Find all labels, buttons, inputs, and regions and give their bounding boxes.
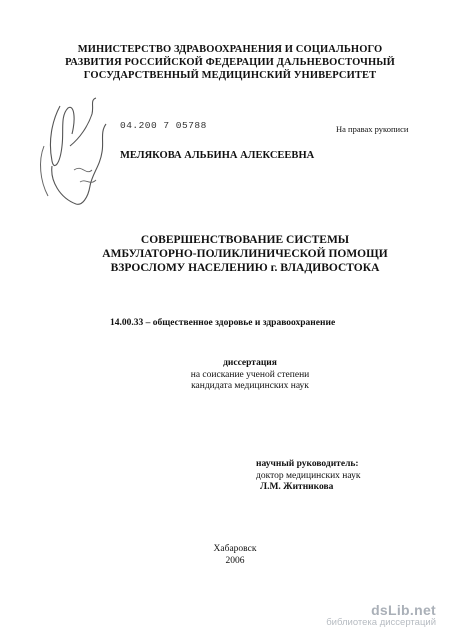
supervisor-label: научный руководитель: bbox=[256, 459, 359, 469]
watermark-logo: dsLib.net bbox=[371, 602, 436, 618]
dissertation-title bbox=[80, 233, 410, 275]
title-line-2: АМБУЛАТОРНО-ПОЛИКЛИНИЧЕСКОЙ ПОМОЩИ bbox=[102, 248, 388, 260]
author-name: МЕЛЯКОВА АЛЬБИНА АЛЕКСЕЕВНА bbox=[120, 150, 315, 161]
supervisor-block bbox=[256, 459, 360, 494]
dissertation-label: диссертация bbox=[223, 358, 277, 368]
dissertation-block bbox=[150, 358, 350, 393]
ministry-header bbox=[60, 43, 400, 82]
supervisor-degree: доктор медицинских наук bbox=[256, 470, 361, 481]
degree-line-1: на соискание ученой степени bbox=[190, 369, 310, 380]
registration-number: 04.200 7 05788 bbox=[120, 120, 207, 131]
handwritten-signature bbox=[30, 86, 120, 216]
title-line-3: ВЗРОСЛОМУ НАСЕЛЕНИЮ г. ВЛАДИВОСТОКА bbox=[110, 262, 380, 274]
supervisor-name: Л.М. Житникова bbox=[260, 482, 334, 492]
site-watermark bbox=[326, 602, 436, 628]
ministry-line-2: РАЗВИТИЯ РОССИЙСКОЙ ФЕДЕРАЦИИ ДАЛЬНЕВОСТОЧНЫЙ bbox=[65, 57, 395, 68]
city: Хабаровск bbox=[213, 544, 257, 554]
place-and-year bbox=[175, 544, 295, 567]
ministry-line-3: ГОСУДАРСТВЕННЫЙ МЕДИЦИНСКИЙ УНИВЕРСИТЕТ bbox=[83, 70, 377, 81]
rights-note: На правах рукописи bbox=[336, 124, 409, 134]
ministry-line-1: МИНИСТЕРСТВО ЗДРАВООХРАНЕНИЯ И СОЦИАЛЬНОГО bbox=[77, 44, 383, 55]
year: 2006 bbox=[225, 555, 245, 566]
specialty-code: 14.00.33 – общественное здоровье и здравоохранение bbox=[110, 318, 336, 328]
title-line-1: СОВЕРШЕНСТВОВАНИЕ СИСТЕМЫ bbox=[140, 234, 350, 246]
degree-line-2: кандидата медицинских наук bbox=[191, 381, 309, 391]
watermark-subtitle: библиотека диссертаций bbox=[326, 617, 436, 628]
